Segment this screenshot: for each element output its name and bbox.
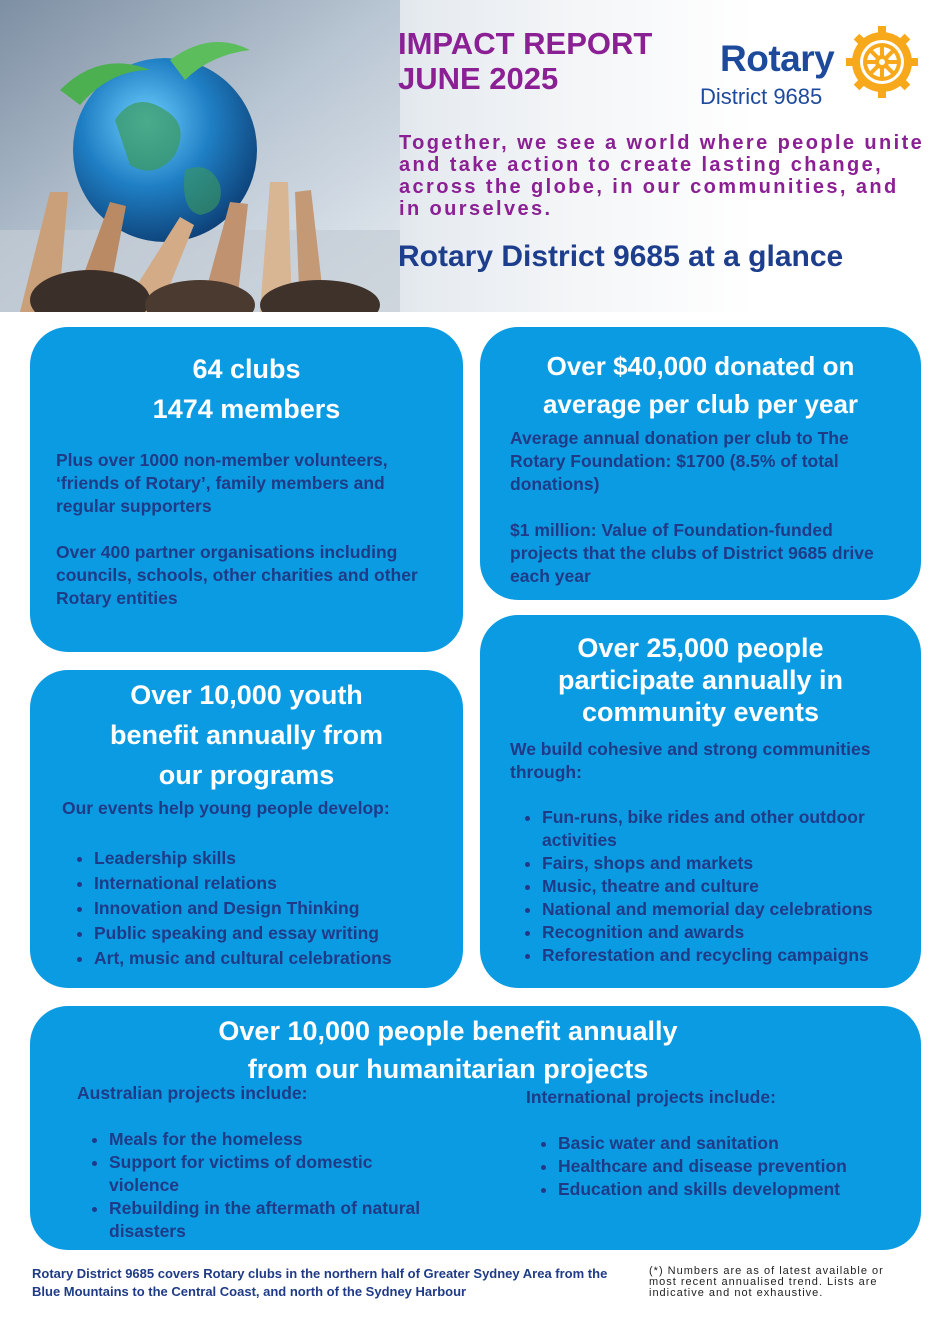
- donation-heading: [480, 347, 921, 423]
- logo-wordmark: Rotary: [720, 38, 835, 79]
- youth-programs-card: [30, 670, 463, 988]
- donation-heading-line2: average per club per year: [542, 389, 859, 419]
- foundation-value-text: $1 million: Value of Foundation-funded projects that the clubs of District 9685 drive each year: [510, 520, 874, 586]
- glance-heading: Rotary District 9685 at a glance: [398, 240, 844, 273]
- report-title: [398, 26, 652, 96]
- youth-heading: [30, 675, 463, 795]
- humanitarian-heading-line2: from our humanitarian projects: [247, 1054, 649, 1084]
- humanitarian-card: [30, 1006, 921, 1250]
- international-intro: International projects include:: [526, 1087, 776, 1107]
- youth-heading-line3: our programs: [158, 760, 335, 790]
- report-title-line2: JUNE 2025: [398, 61, 559, 96]
- clubs-members-card: [30, 327, 463, 652]
- district-coverage-text: Rotary District 9685 covers Rotary clubs in the northern half of Greater Sydney Area from the Blue Mountains to the Central Coast, and north of the Sydney Harbour: [32, 1266, 608, 1299]
- header-banner: [0, 0, 945, 312]
- rotary-wheel-icon: [844, 24, 920, 100]
- community-heading: [480, 632, 921, 728]
- list-item: • Recognition and awards: [542, 921, 909, 944]
- vision-statement: Together, we see a world where people unite and take action to create lasting change, across the globe, in our communities, and in ourselves.: [399, 132, 925, 220]
- data-footnote: (*) Numbers are as of latest available or most recent annualised trend. Lists are indicative and not exhaustive.: [649, 1265, 884, 1299]
- list-item: • National and memorial day celebrations: [542, 898, 909, 921]
- donation-heading-line1: Over $40,000 donated on: [546, 351, 855, 381]
- list-item: • Healthcare and disease prevention: [558, 1155, 906, 1178]
- community-events-list: [510, 806, 909, 967]
- members-count: 1474 members: [152, 394, 341, 424]
- humanitarian-heading-line1: Over 10,000 people benefit annually: [218, 1016, 678, 1046]
- list-item: • Public speaking and essay writing: [94, 921, 443, 946]
- list-item: • Music, theatre and culture: [542, 875, 909, 898]
- list-item: • Basic water and sanitation: [558, 1132, 906, 1155]
- community-intro: We build cohesive and strong communities through:: [510, 739, 871, 782]
- australian-projects-list: [77, 1128, 477, 1243]
- list-item: • International relations: [94, 871, 443, 896]
- report-title-line1: IMPACT REPORT: [398, 26, 653, 61]
- international-projects-list: [526, 1132, 906, 1201]
- list-item: • Innovation and Design Thinking: [94, 896, 443, 921]
- youth-heading-line1: Over 10,000 youth: [130, 680, 363, 710]
- list-item: • Fairs, shops and markets: [542, 852, 909, 875]
- community-events-card: [480, 615, 921, 988]
- globe-hands-photo: [0, 0, 400, 312]
- logo-district: District 9685: [700, 84, 823, 109]
- partners-text: Over 400 partner organisations including councils, schools, other charities and other Rotary entities: [56, 542, 418, 608]
- humanitarian-heading: [30, 1012, 866, 1088]
- list-item: • Support for victims of domestic violence: [109, 1151, 409, 1197]
- community-heading-line2: participate annually in: [557, 665, 844, 695]
- list-item: • Leadership skills: [94, 846, 443, 871]
- volunteers-text: Plus over 1000 non-member volunteers, ‘friends of Rotary’, family members and regular supporters: [56, 450, 388, 516]
- youth-heading-line2: benefit annually from: [109, 720, 384, 750]
- list-item: • Reforestation and recycling campaigns: [542, 944, 909, 967]
- clubs-heading: [30, 349, 463, 429]
- list-item: • Rebuilding in the aftermath of natural disasters: [109, 1197, 469, 1243]
- list-item: • Education and skills development: [558, 1178, 906, 1201]
- australian-intro: Australian projects include:: [77, 1083, 308, 1103]
- clubs-count: 64 clubs: [192, 354, 301, 384]
- community-heading-line3: community events: [581, 697, 820, 727]
- average-donation-text: Average annual donation per club to The Rotary Foundation: $1700 (8.5% of total donations): [510, 428, 849, 494]
- rotary-logo: [698, 24, 928, 114]
- list-item: • Art, music and cultural celebrations: [94, 946, 443, 971]
- international-projects: [526, 1086, 906, 1201]
- youth-intro: Our events help young people develop:: [62, 798, 390, 818]
- australian-projects: [77, 1082, 477, 1243]
- youth-skills-list: [62, 846, 443, 971]
- list-item: • Fun-runs, bike rides and other outdoor activities: [542, 806, 909, 852]
- list-item: • Meals for the homeless: [109, 1128, 477, 1151]
- community-heading-line1: Over 25,000 people: [577, 633, 824, 663]
- donation-card: [480, 327, 921, 600]
